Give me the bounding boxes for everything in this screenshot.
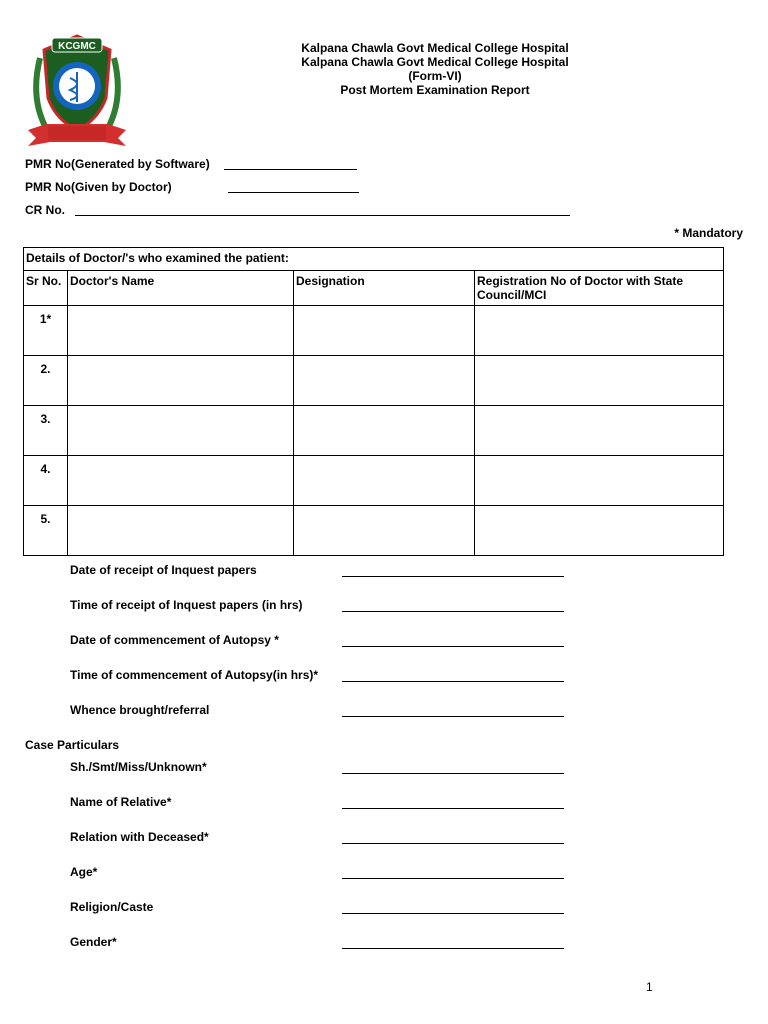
field-label-relation: Relation with Deceased*: [70, 830, 209, 844]
field-input-gender[interactable]: [342, 948, 564, 949]
college-logo: [26, 28, 128, 152]
header-doctor-name: Doctor's Name: [68, 271, 294, 306]
field-label-whence-brought: Whence brought/referral: [70, 703, 210, 717]
page-number: 1: [646, 980, 653, 994]
designation-cell[interactable]: [294, 506, 475, 556]
pmr-software-row: [25, 157, 210, 171]
field-input-title[interactable]: [342, 773, 564, 774]
field-label-autopsy-date: Date of commencement of Autopsy *: [70, 633, 279, 647]
document-header: [210, 41, 660, 97]
cr-field[interactable]: [75, 203, 570, 216]
header-registration-no: Registration No of Doctor with State Council/MCI: [475, 271, 724, 306]
cr-label: CR No.: [25, 203, 65, 217]
sr-number: 1*: [24, 306, 68, 356]
field-input-inquest-date[interactable]: [342, 576, 564, 577]
field-input-relative-name[interactable]: [342, 808, 564, 809]
designation-cell[interactable]: [294, 306, 475, 356]
field-label-inquest-date: Date of receipt of Inquest papers: [70, 563, 257, 577]
doctor-name-cell[interactable]: [68, 456, 294, 506]
field-label-title: Sh./Smt/Miss/Unknown*: [70, 760, 207, 774]
field-label-religion-caste: Religion/Caste: [70, 900, 154, 914]
field-label-age: Age*: [70, 865, 98, 879]
document-title: Post Mortem Examination Report: [340, 83, 530, 97]
doctors-table: [23, 247, 724, 556]
field-label-inquest-time: Time of receipt of Inquest papers (in hrs): [70, 598, 303, 612]
table-row: [24, 306, 724, 356]
sr-number: 2.: [24, 356, 68, 406]
mandatory-note: * Mandatory: [674, 226, 743, 240]
field-input-religion-caste[interactable]: [342, 913, 564, 914]
table-row: [24, 406, 724, 456]
hospital-name-repeat: Kalpana Chawla Govt Medical College Hospital: [301, 55, 569, 69]
registration-cell[interactable]: [475, 356, 724, 406]
case-particulars-heading: Case Particulars: [25, 738, 120, 752]
field-input-autopsy-date[interactable]: [342, 646, 564, 647]
pmr-software-label: PMR No(Generated by Software): [25, 157, 210, 171]
registration-cell[interactable]: [475, 306, 724, 356]
pmr-doctor-label: PMR No(Given by Doctor): [25, 180, 172, 194]
field-input-autopsy-time[interactable]: [342, 681, 564, 682]
designation-cell[interactable]: [294, 456, 475, 506]
field-input-inquest-time[interactable]: [342, 611, 564, 612]
field-label-gender: Gender*: [70, 935, 117, 949]
header-sr-no: Sr No.: [24, 271, 68, 306]
field-input-relation[interactable]: [342, 843, 564, 844]
cr-row: [25, 203, 65, 217]
pmr-doctor-row: [25, 180, 172, 194]
doctors-table-title: Details of Doctor/'s who examined the patient:: [24, 248, 724, 271]
designation-cell[interactable]: [294, 356, 475, 406]
hospital-name: Kalpana Chawla Govt Medical College Hospital: [301, 41, 569, 55]
sr-number: 5.: [24, 506, 68, 556]
doctor-name-cell[interactable]: [68, 506, 294, 556]
table-row: [24, 456, 724, 506]
registration-cell[interactable]: [475, 456, 724, 506]
designation-cell[interactable]: [294, 406, 475, 456]
doctor-name-cell[interactable]: [68, 406, 294, 456]
sr-number: 4.: [24, 456, 68, 506]
field-label-relative-name: Name of Relative*: [70, 795, 172, 809]
pmr-software-field[interactable]: [224, 157, 357, 170]
table-row: [24, 356, 724, 406]
logo-text: KCGMC: [58, 41, 96, 52]
field-input-age[interactable]: [342, 878, 564, 879]
registration-cell[interactable]: [475, 406, 724, 456]
registration-cell[interactable]: [475, 506, 724, 556]
sr-number: 3.: [24, 406, 68, 456]
pmr-doctor-field[interactable]: [228, 180, 359, 193]
field-label-autopsy-time: Time of commencement of Autopsy(in hrs)*: [70, 668, 319, 682]
form-number: (Form-VI): [408, 69, 462, 83]
header-designation: Designation: [294, 271, 475, 306]
doctor-name-cell[interactable]: [68, 356, 294, 406]
doctor-name-cell[interactable]: [68, 306, 294, 356]
table-row: [24, 506, 724, 556]
field-input-whence-brought[interactable]: [342, 716, 564, 717]
